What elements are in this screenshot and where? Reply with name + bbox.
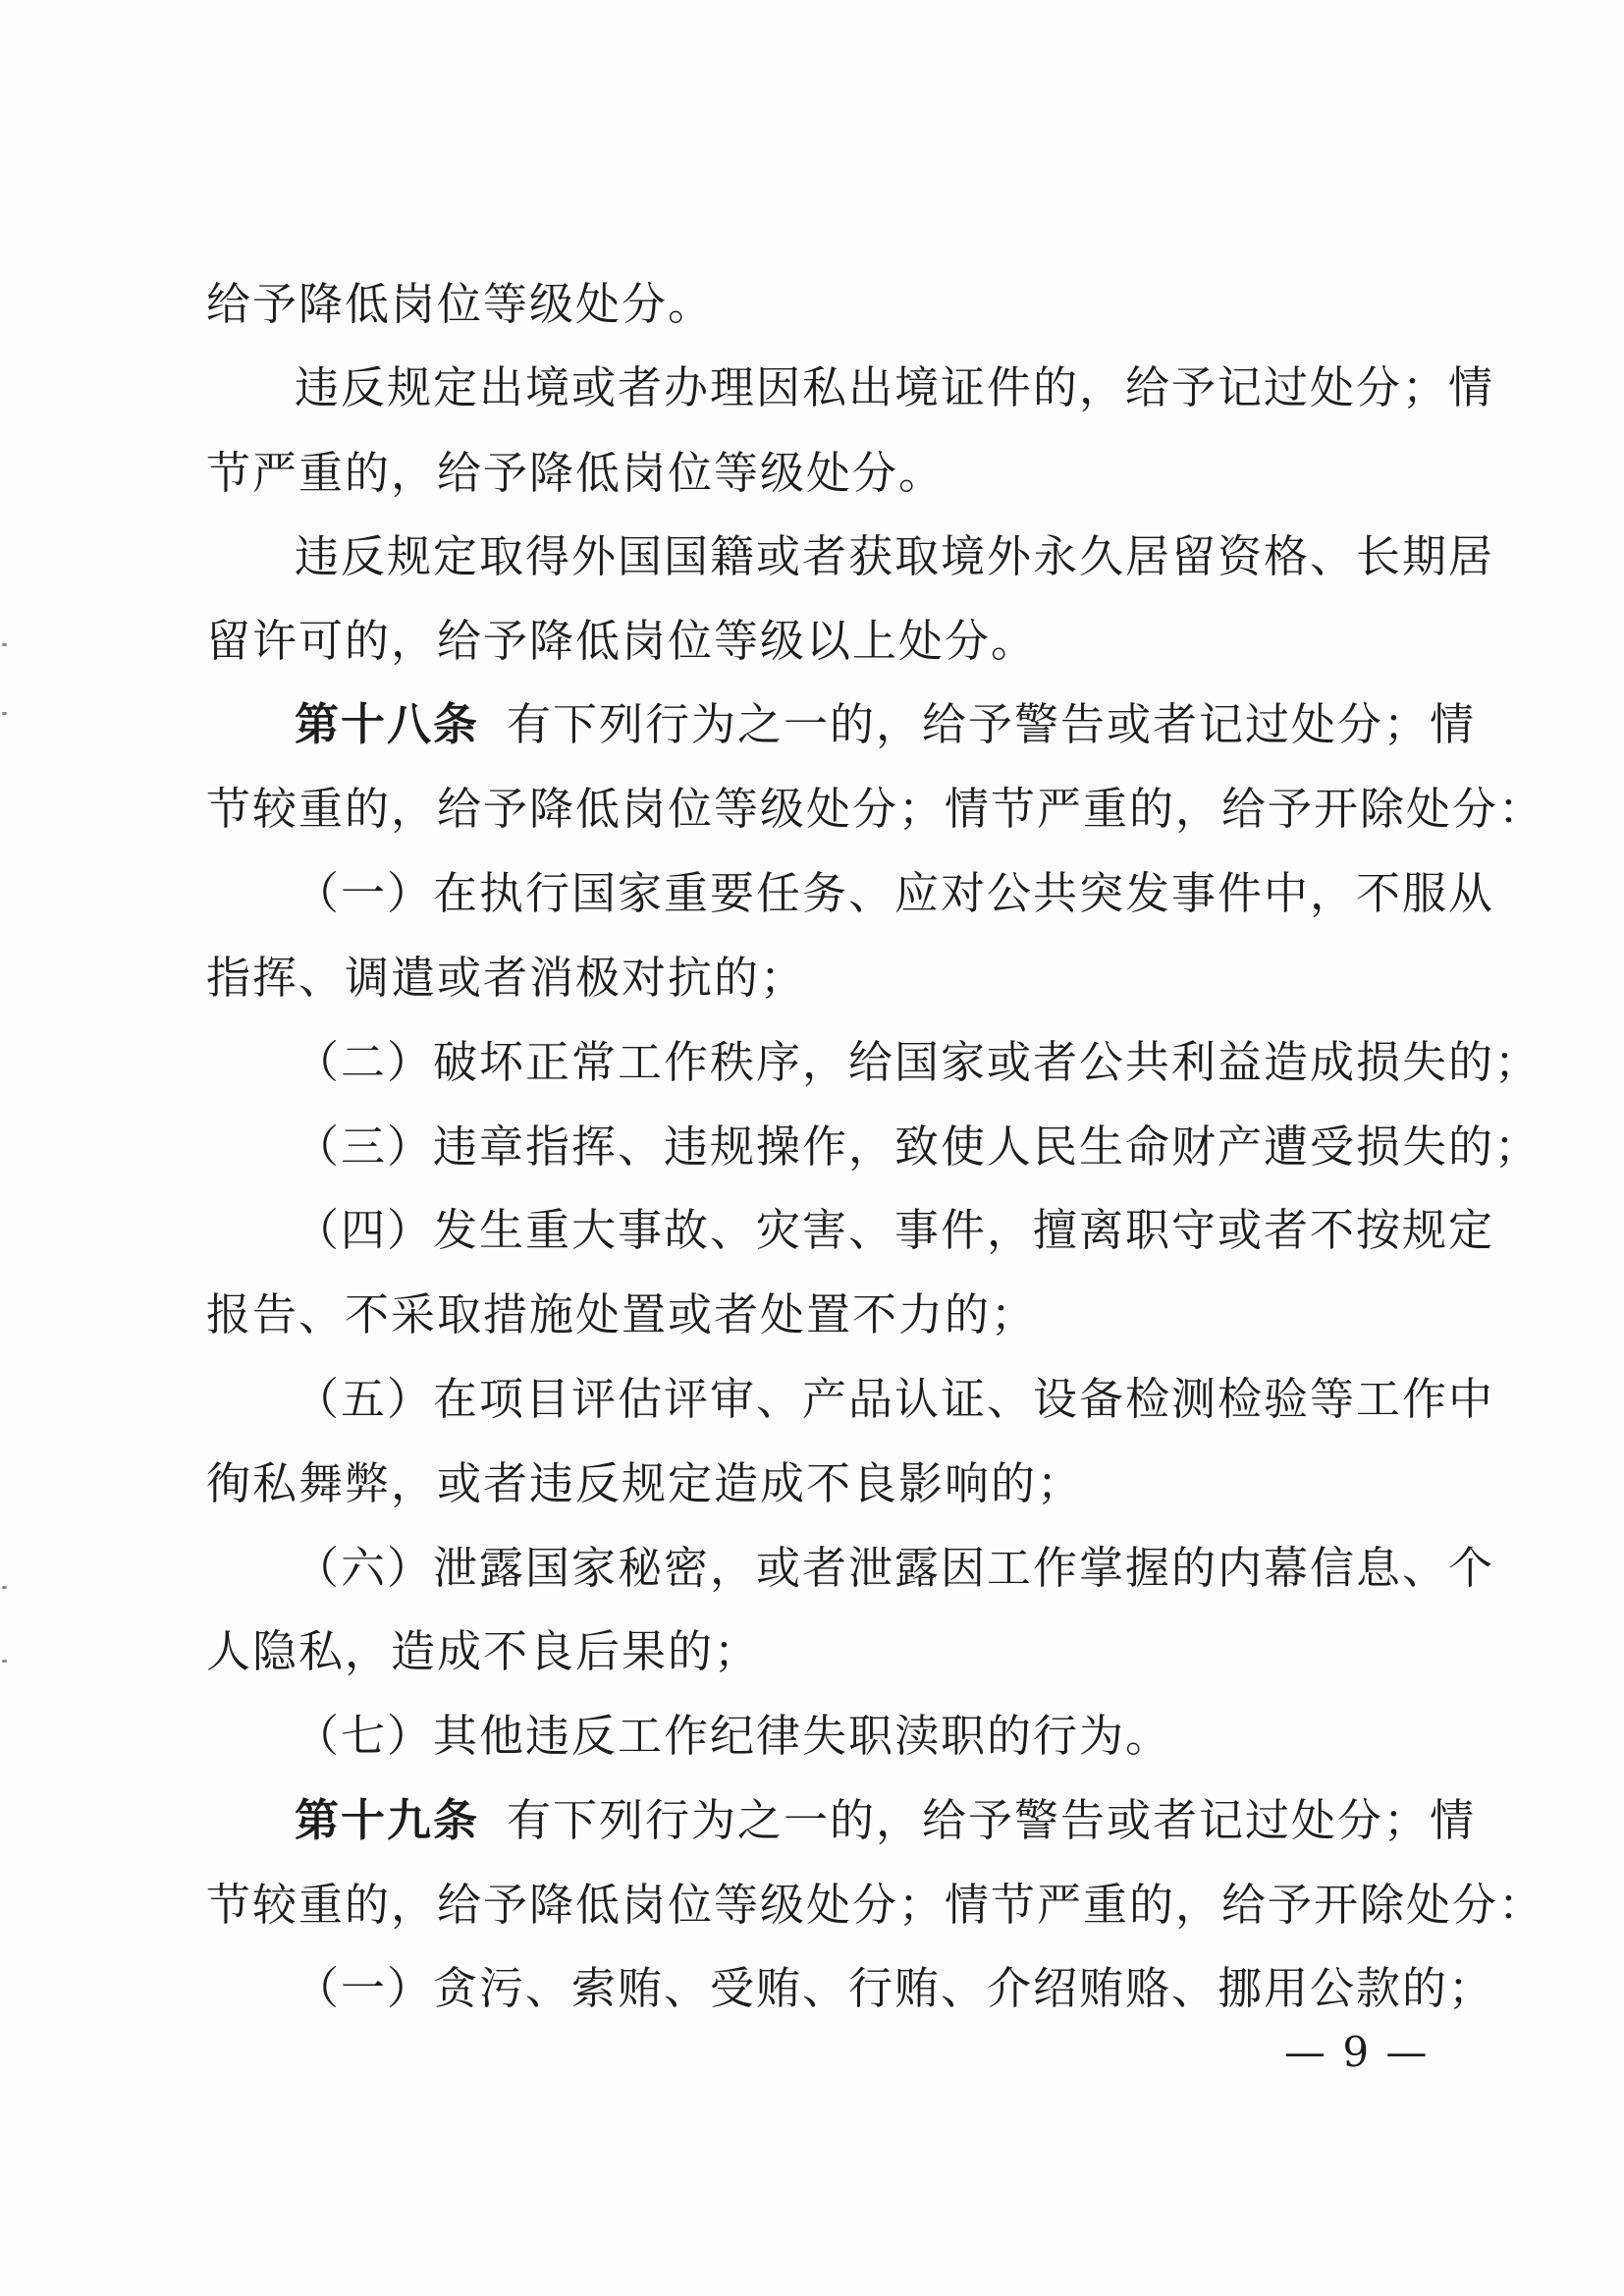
- text-line: （七）其他违反工作纪律失职渎职的行为。: [295, 1710, 1172, 1762]
- text-line: （四）发生重大事故、灾害、事件，擅离职守或者不按规定: [295, 1204, 1495, 1256]
- text-line: 人隐私，造成不良后果的；: [206, 1625, 761, 1677]
- article-19-line: [295, 1791, 1476, 1850]
- binding-hole-mark: [2, 712, 7, 715]
- text-line: （一）在执行国家重要任务、应对公共突发事件中，不服从: [295, 867, 1495, 919]
- text-line: 指挥、调遣或者消极对抗的；: [206, 952, 807, 1004]
- article-18-text: 有下列行为之一的，给予警告或者记过处分；情: [507, 698, 1477, 750]
- text-line: （三）违章指挥、违规操作，致使人民生命财产遭受损失的；: [295, 1121, 1542, 1173]
- text-line: 违反规定取得外国国籍或者获取境外永久居留资格、长期居: [295, 530, 1495, 582]
- article-19-heading: 第十九条: [295, 1794, 480, 1846]
- text-line: 留许可的，给予降低岗位等级以上处分。: [206, 615, 1038, 667]
- page-number: — 9 —: [1284, 2028, 1430, 2076]
- text-line: 节较重的，给予降低岗位等级处分；情节严重的，给予开除处分：: [206, 783, 1545, 835]
- article-18-line: [295, 695, 1476, 754]
- text-line: （二）破坏正常工作秩序，给国家或者公共利益造成损失的；: [295, 1036, 1542, 1088]
- binding-hole-mark: [2, 643, 7, 646]
- text-line: （五）在项目评估评审、产品认证、设备检测检验等工作中: [295, 1373, 1495, 1425]
- text-line: （一）贪污、索贿、受贿、行贿、介绍贿赂、挪用公款的；: [295, 1962, 1495, 2014]
- binding-hole-mark: [2, 1660, 7, 1663]
- text-line: 给予降低岗位等级处分。: [206, 278, 715, 330]
- article-19-text: 有下列行为之一的，给予警告或者记过处分；情: [507, 1794, 1477, 1846]
- text-line: 节较重的，给予降低岗位等级处分；情节严重的，给予开除处分：: [206, 1879, 1545, 1931]
- binding-hole-mark: [2, 1586, 7, 1589]
- text-line: 报告、不采取措施处置或者处置不力的；: [206, 1288, 1038, 1340]
- article-18-heading: 第十八条: [295, 698, 480, 750]
- text-line: （六）泄露国家秘密，或者泄露因工作掌握的内幕信息、个: [295, 1542, 1495, 1594]
- text-line: 徇私舞弊，或者违反规定造成不良影响的；: [206, 1457, 1084, 1509]
- text-line: 节严重的，给予降低岗位等级处分。: [206, 447, 946, 499]
- text-line: 违反规定出境或者办理因私出境证件的，给予记过处分；情: [295, 361, 1495, 413]
